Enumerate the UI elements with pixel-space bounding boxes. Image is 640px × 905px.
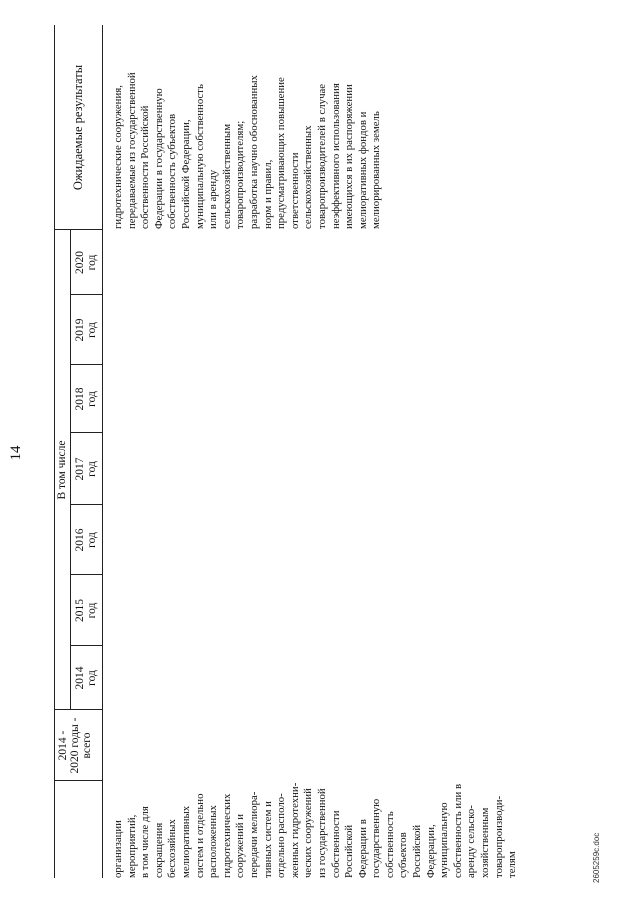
in-that-number-header: В том числе bbox=[56, 440, 68, 500]
year-header bbox=[74, 365, 98, 433]
text-line: систем и отдельно bbox=[193, 793, 206, 878]
text-line: сельскохозяйственным bbox=[220, 123, 233, 229]
right-column-text bbox=[112, 72, 384, 229]
year-label: 2014 bbox=[74, 666, 86, 690]
year-unit: год bbox=[86, 254, 98, 271]
text-line: субъектов bbox=[397, 832, 410, 878]
header-table bbox=[54, 25, 104, 878]
text-line: имеющихся в их распоряжении bbox=[343, 84, 356, 229]
text-line: ческих сооружений bbox=[302, 788, 315, 878]
text-line: передаваемые из государственной bbox=[125, 72, 138, 229]
year-label: 2017 bbox=[74, 457, 86, 481]
text-line: товаропроизводителей в случае bbox=[315, 83, 328, 229]
year-header bbox=[74, 230, 98, 295]
text-line: мелиоративных bbox=[179, 805, 192, 878]
text-line: собственность или в bbox=[451, 783, 464, 878]
total-header-line: 2014 - bbox=[57, 730, 69, 761]
text-line: из государственной bbox=[315, 788, 328, 878]
text-line: сокращения bbox=[152, 822, 165, 878]
text-line: Федерации в bbox=[356, 819, 369, 878]
text-line: передачи мелиора- bbox=[247, 791, 260, 878]
text-line: гидротехнические сооружения, bbox=[112, 85, 124, 229]
text-line: аренду сельско- bbox=[465, 805, 478, 878]
text-line: собственности Российской bbox=[139, 105, 152, 229]
text-line: норм и правил, bbox=[261, 159, 274, 229]
year-header bbox=[74, 646, 98, 710]
year-header bbox=[74, 505, 98, 575]
year-label: 2015 bbox=[74, 599, 86, 622]
text-line: неэффективного использования bbox=[329, 83, 342, 229]
text-line: Федерации в государственную bbox=[152, 88, 165, 229]
year-unit: год bbox=[86, 532, 98, 548]
text-line: разработка научно обоснованных bbox=[247, 75, 260, 229]
document-reference: 2605259c.doc bbox=[592, 832, 601, 883]
text-line: собственности bbox=[329, 810, 342, 878]
text-line: муниципальную bbox=[438, 802, 451, 878]
text-line: гидротехнических bbox=[220, 793, 233, 878]
text-line: сельскохозяйственных bbox=[302, 125, 315, 229]
table-top-border bbox=[54, 25, 55, 878]
text-line: Российской Федерации, bbox=[179, 119, 192, 229]
total-header-line: всего bbox=[81, 732, 93, 759]
header-bottom-border bbox=[102, 25, 103, 878]
text-line: бесхозяйных bbox=[166, 819, 179, 878]
text-line: собственность bbox=[383, 811, 396, 878]
text-line: хозяйственным bbox=[479, 807, 492, 878]
text-line: мелиорированных земель bbox=[370, 111, 383, 229]
text-line: Российской bbox=[343, 824, 356, 878]
year-header bbox=[74, 295, 98, 365]
text-line: предусматривающих повышение bbox=[275, 77, 288, 229]
text-line: сооружений и bbox=[234, 813, 247, 878]
text-line: государственную bbox=[370, 798, 383, 878]
year-label: 2016 bbox=[74, 528, 86, 552]
text-line: муниципальную собственность bbox=[193, 84, 206, 229]
text-line: мероприятий, bbox=[125, 814, 138, 878]
text-line: расположенных bbox=[207, 805, 220, 878]
text-line: в том числе для bbox=[139, 806, 152, 878]
text-line: ответственности bbox=[288, 152, 301, 229]
year-label: 2019 bbox=[74, 318, 86, 342]
text-line: женных гидротехни- bbox=[288, 782, 301, 878]
year-label: 2018 bbox=[74, 387, 86, 411]
text-line: Российской bbox=[411, 824, 424, 878]
text-line: тивных систем и bbox=[261, 801, 274, 878]
year-unit: год bbox=[86, 602, 98, 619]
year-unit: год bbox=[86, 391, 98, 407]
text-line: телям bbox=[506, 851, 519, 878]
page-number: 14 bbox=[8, 445, 24, 461]
text-line: собственность субъектов bbox=[166, 113, 179, 229]
year-unit: год bbox=[86, 461, 98, 477]
total-header-line: 2020 годы - bbox=[69, 717, 81, 774]
text-line: товаропроизводи- bbox=[492, 795, 505, 878]
left-column-text bbox=[112, 783, 520, 878]
year-header bbox=[74, 575, 98, 646]
header-mid-border bbox=[70, 230, 71, 710]
text-line: отдельно располо- bbox=[275, 793, 288, 878]
year-label: 2020 bbox=[74, 251, 86, 274]
text-line: мелиоративных фондов и bbox=[356, 111, 369, 229]
expected-results-header: Ожидаемые результаты bbox=[71, 64, 85, 191]
text-line: Федерации, bbox=[424, 824, 437, 878]
year-unit: год bbox=[86, 322, 98, 338]
text-line: организации bbox=[112, 820, 124, 878]
year-unit: год bbox=[86, 670, 98, 686]
text-line: товаропроизводителям; bbox=[234, 120, 247, 229]
total-header bbox=[57, 710, 93, 781]
text-line: или в аренду bbox=[207, 169, 220, 229]
year-header bbox=[74, 433, 98, 505]
